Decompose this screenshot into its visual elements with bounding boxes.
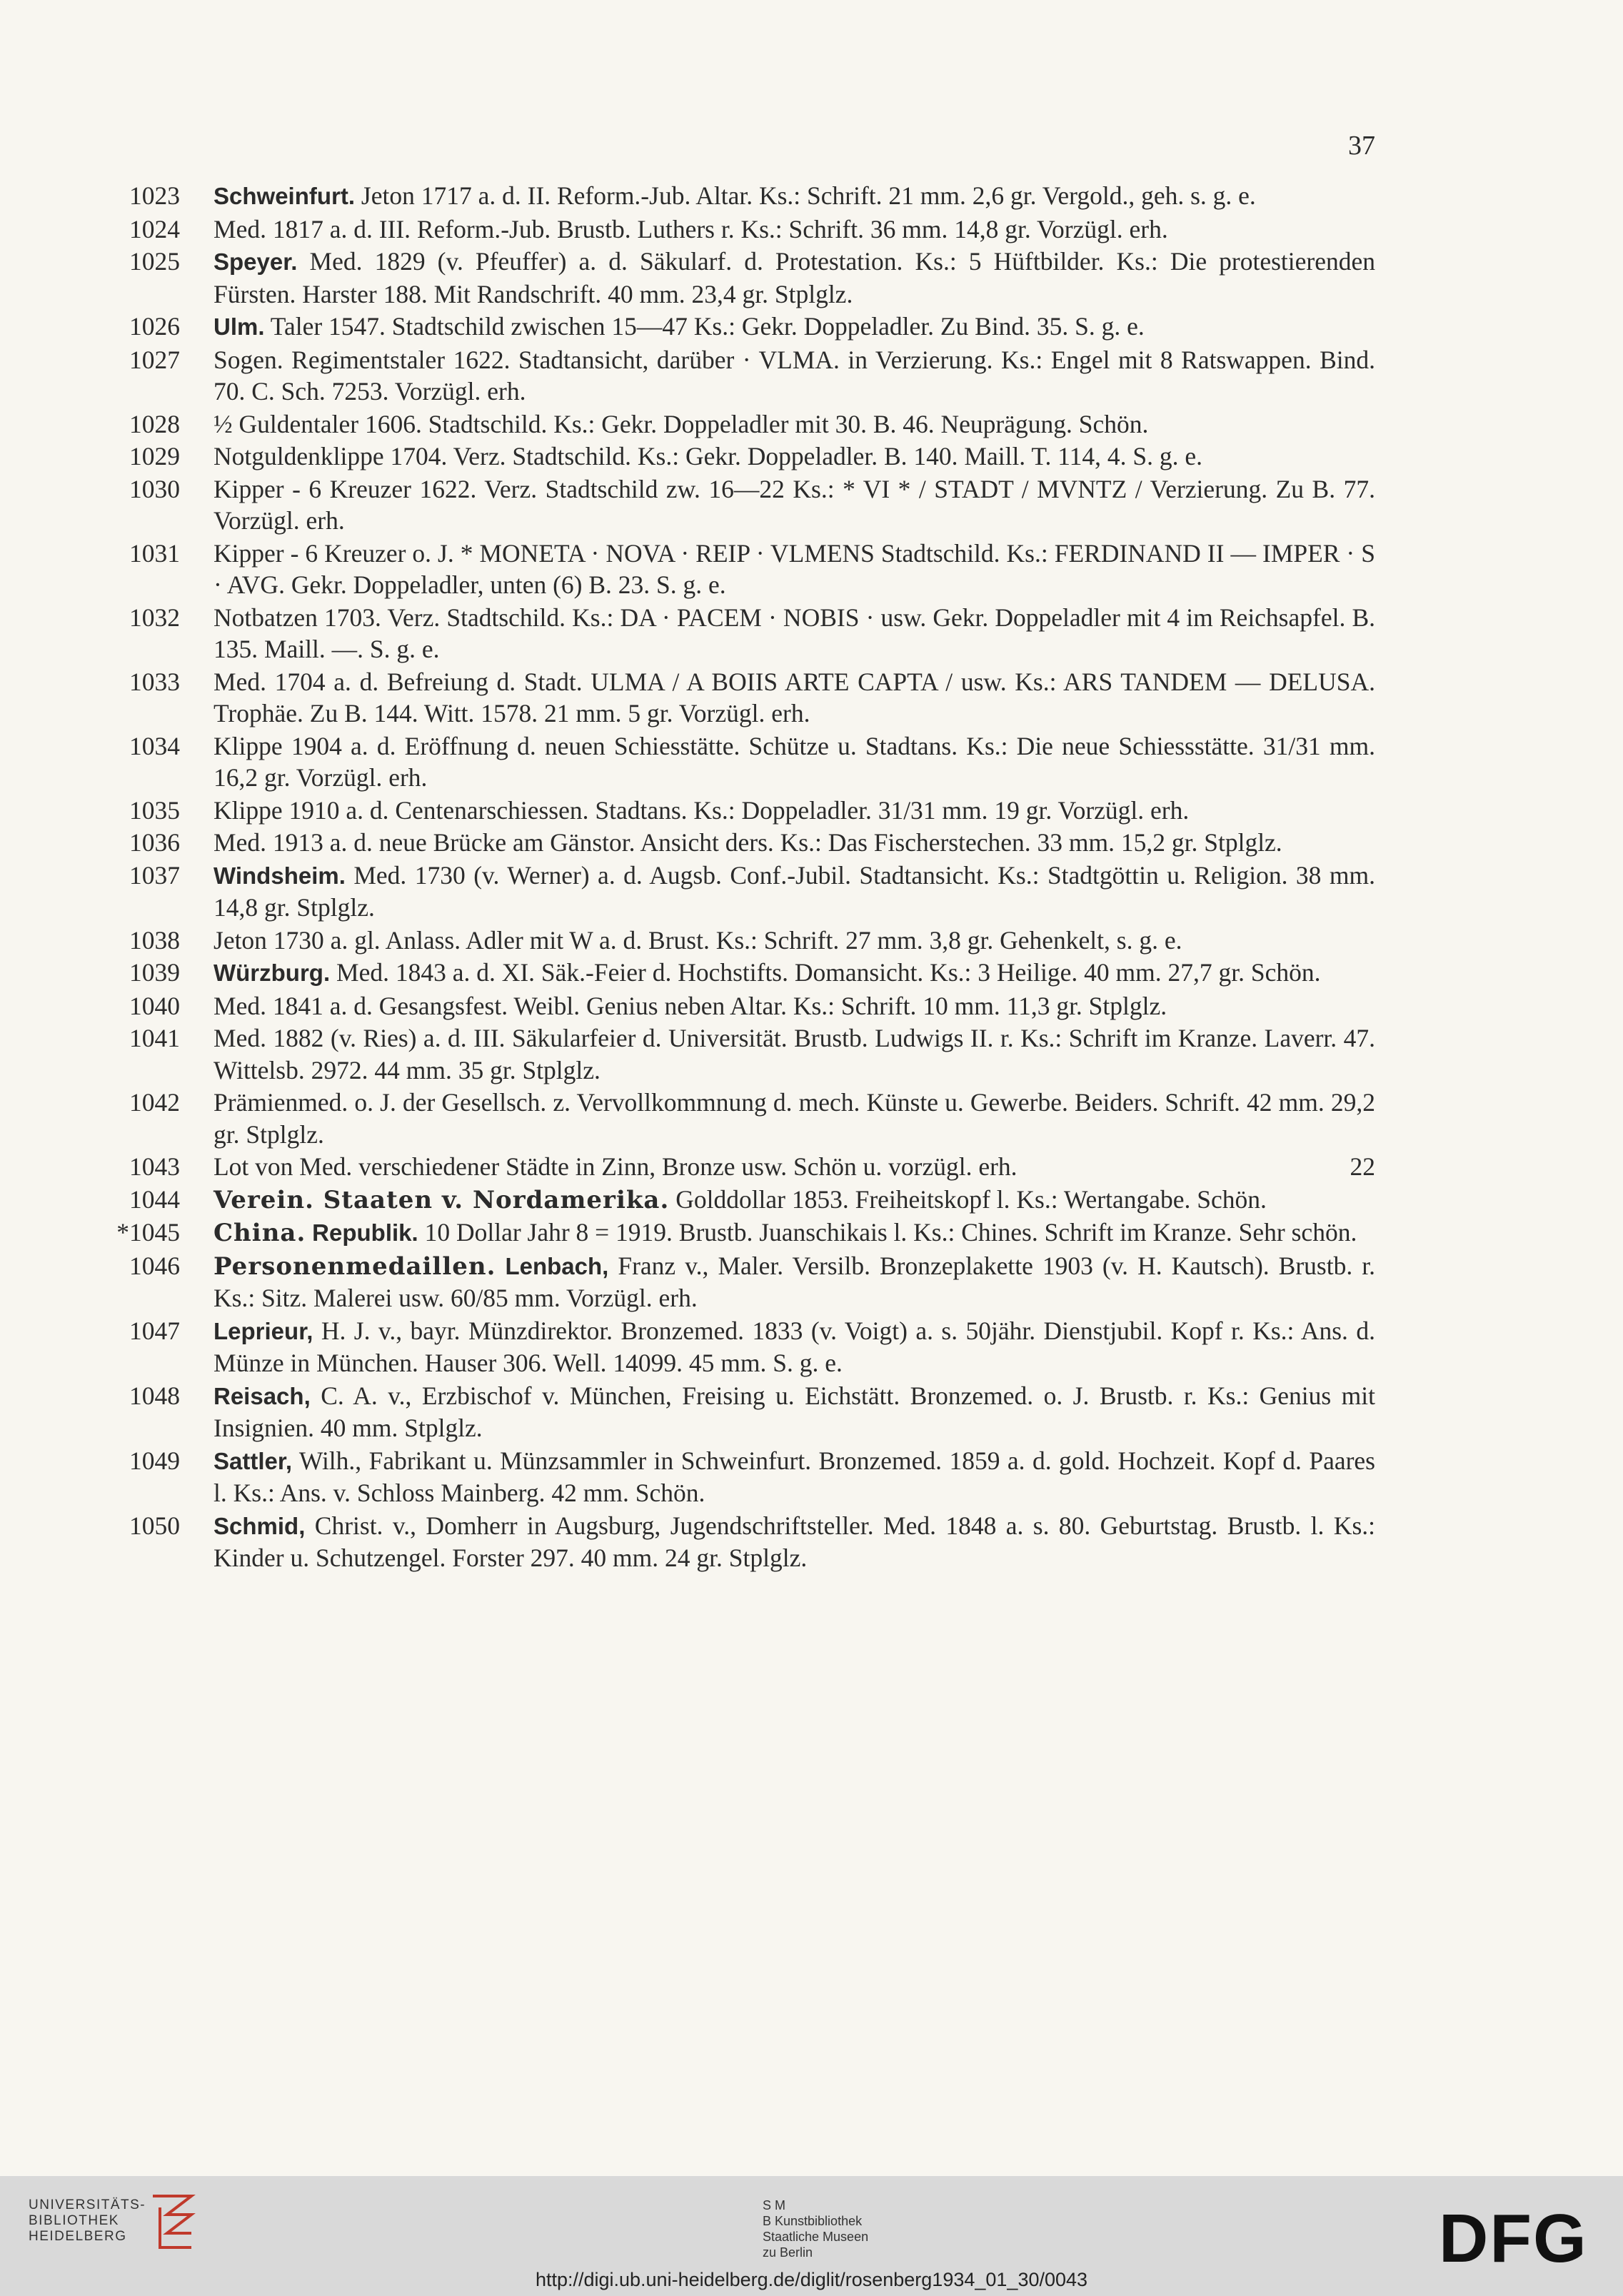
entry-text: Notguldenklippe 1704. Verz. Stadtschild. Ks.: Gekr. Doppeladler. B. 140. Maill. T. 114, 4. S. g. e. xyxy=(213,442,1203,470)
university-library-name[interactable]: UNIVERSITÄTS- BIBLIOTHEK HEIDELBERG xyxy=(29,2197,146,2244)
catalog-entry xyxy=(0,860,1375,924)
entry-heading: Verein. Staaten v. Nordamerika. xyxy=(213,1185,670,1214)
lot-number: 1050 xyxy=(129,1511,180,1540)
catalog-entry xyxy=(0,990,1375,1022)
entry-description xyxy=(213,666,1375,730)
entry-description xyxy=(213,440,1375,473)
viewer-footer xyxy=(0,2176,1623,2296)
catalog-entry xyxy=(0,1087,1375,1150)
entry-text: Taler 1547. Stadtschild zwischen 15—47 Ks.: Gekr. Doppeladler. Zu Bind. 35. S. g. e. xyxy=(270,312,1145,341)
entry-heading: Speyer. xyxy=(213,248,298,275)
lot-number: 1032 xyxy=(129,603,180,632)
entry-text: Med. 1882 (v. Ries) a. d. III. Säkularfeier d. Universität. Brustb. Ludwigs II. r. Ks.: Schrift im Kranze. Laverr. 47. Wittelsb. 2972. 44 mm. 35 gr. Stplglz. xyxy=(213,1024,1375,1084)
entry-text: Klippe 1910 a. d. Centenarschiessen. Stadtans. Ks.: Doppeladler. 31/31 mm. 19 gr. Vorzügl. erh. xyxy=(213,795,1190,825)
entry-text: Med. 1843 a. d. XI. Säk.-Feier d. Hochstifts. Domansicht. Ks.: 3 Heilige. 40 mm. 27,7 gr. Schön. xyxy=(336,958,1321,987)
lot-number: 1049 xyxy=(129,1446,180,1475)
entry-description xyxy=(213,180,1375,213)
lot-number: 1037 xyxy=(129,860,180,890)
catalog-entry xyxy=(0,1022,1375,1086)
entry-description xyxy=(213,1151,1375,1183)
entry-description xyxy=(213,1184,1375,1217)
entry-heading: Personenmedaillen. xyxy=(213,1252,496,1281)
entry-description xyxy=(213,795,1375,827)
entry-description xyxy=(213,730,1375,794)
catalog-entry xyxy=(0,180,1375,213)
page-number: 37 xyxy=(1348,131,1375,161)
entry-heading: Schmid, xyxy=(213,1512,306,1539)
entry-description xyxy=(213,1315,1375,1379)
entry-price: 22 xyxy=(1350,1152,1375,1181)
catalog-entries xyxy=(0,180,1623,1575)
entry-heading: Ulm. xyxy=(213,313,265,340)
lot-number: 1048 xyxy=(129,1381,180,1410)
catalog-entry xyxy=(0,925,1375,957)
entry-text: C. A. v., Erzbischof v. München, Freising u. Eichstätt. Bronzemed. o. J. Brustb. r. Ks.: Genius mit Insignien. 40 mm. Stplglz. xyxy=(213,1381,1376,1442)
entry-description xyxy=(213,1087,1375,1150)
catalog-entry xyxy=(0,1151,1375,1183)
dfg-logo[interactable]: DFG xyxy=(1439,2200,1588,2277)
entry-subheading: Lenbach, xyxy=(505,1252,609,1279)
entry-description xyxy=(213,1510,1375,1574)
entry-description xyxy=(213,1445,1375,1509)
catalog-entry xyxy=(0,795,1375,827)
lot-number: 1026 xyxy=(129,312,180,341)
entry-text: Med. 1817 a. d. III. Reform.-Jub. Brustb. Luthers r. Ks.: Schrift. 36 mm. 14,8 gr. Vorzügl. erh. xyxy=(213,214,1168,243)
catalog-entry xyxy=(0,827,1375,859)
entry-description xyxy=(213,860,1375,924)
catalog-entry xyxy=(0,602,1375,665)
lot-number: 1043 xyxy=(129,1152,180,1181)
entry-text: Kipper - 6 Kreuzer 1622. Verz. Stadtschild zw. 16—22 Ks.: * VI * / STADT / MVNTZ / Verzierung. Zu B. 77. Vorzügl. erh. xyxy=(213,474,1375,535)
lot-number: 1042 xyxy=(129,1088,180,1117)
catalog-entry xyxy=(0,1184,1375,1217)
lot-number: 1023 xyxy=(129,181,180,210)
entry-text: ½ Guldentaler 1606. Stadtschild. Ks.: Gekr. Doppeladler mit 30. B. 46. Neuprägung. Schön. xyxy=(213,409,1149,438)
entry-heading: Reisach, xyxy=(213,1382,311,1409)
catalog-entry xyxy=(0,1445,1375,1509)
entry-heading: Schweinfurt. xyxy=(213,183,356,209)
entry-text: Med. 1730 (v. Werner) a. d. Augsb. Conf.-Jubil. Stadtansicht. Ks.: Stadtgöttin u. Religion. 38 mm. 14,8 gr. Stplglz. xyxy=(213,860,1375,922)
catalog-entry xyxy=(0,1510,1375,1574)
entry-text: Franz v., Maler. Versilb. Bronzeplakette 1903 (v. H. Kautsch). Brustb. r. Ks.: Sitz. Malerei usw. 60/85 mm. Vorzügl. erh. xyxy=(213,1251,1375,1312)
lot-number: 1030 xyxy=(129,474,180,503)
entry-heading: China. xyxy=(213,1219,306,1247)
entry-description xyxy=(213,827,1375,859)
lot-number: 1027 xyxy=(129,345,180,374)
lot-number: 1036 xyxy=(129,828,180,857)
lot-number: 1040 xyxy=(129,991,180,1020)
entry-text: Notbatzen 1703. Verz. Stadtschild. Ks.: DA · PACEM · NOBIS · usw. Gekr. Doppeladler mit 4 im Reichsapfel. B. 135. Maill. —. S. g. e. xyxy=(213,603,1375,663)
entry-description xyxy=(213,408,1375,440)
entry-text: Jeton 1730 a. gl. Anlass. Adler mit W a. d. Brust. Ks.: Schrift. 27 mm. 3,8 gr. Gehenkelt, s. g. e. xyxy=(213,925,1182,955)
heidelberg-library-logo-icon[interactable] xyxy=(147,2193,197,2250)
entry-heading: Windsheim. xyxy=(213,862,346,889)
entry-description xyxy=(213,246,1375,310)
entry-description xyxy=(213,538,1375,601)
catalog-entry xyxy=(0,730,1375,794)
entry-text: 10 Dollar Jahr 8 = 1919. Brustb. Juanschikais l. Ks.: Chines. Schrift im Kranze. Sehr schön. xyxy=(424,1218,1357,1247)
entry-description xyxy=(213,925,1375,957)
lot-number: 1028 xyxy=(129,409,180,438)
entry-description xyxy=(213,473,1375,537)
entry-text: Golddollar 1853. Freiheitskopf l. Ks.: Wertangabe. Schön. xyxy=(675,1184,1267,1214)
catalog-entry xyxy=(0,311,1375,343)
lot-number: *1045 xyxy=(116,1218,180,1247)
entry-description xyxy=(213,1217,1375,1249)
entry-text: Med. 1829 (v. Pfeuffer) a. d. Säkularf. d. Protestation. Ks.: 5 Hüftbilder. Ks.: Die protestierenden Fürsten. Harster 188. Mit Randschrift. 40 mm. 23,4 gr. Stplglz. xyxy=(213,247,1376,308)
catalog-entry xyxy=(0,1217,1375,1249)
entry-heading: Leprieur, xyxy=(213,1317,313,1344)
entry-description xyxy=(213,213,1375,246)
entry-text: Med. 1841 a. d. Gesangsfest. Weibl. Genius neben Altar. Ks.: Schrift. 10 mm. 11,3 gr. Stplglz. xyxy=(213,991,1167,1020)
lot-number: 1029 xyxy=(129,442,180,470)
catalog-entry xyxy=(0,246,1375,310)
lot-number: 1046 xyxy=(129,1251,180,1280)
entry-text: Kipper - 6 Kreuzer o. J. * MONETA · NOVA · REIP · VLMENS Stadtschild. Ks.: FERDINAND II — IMPER · S · AVG. Gekr. Doppeladler, unten (6) B. 23. S. g. e. xyxy=(213,538,1375,599)
catalog-entry xyxy=(0,213,1375,246)
catalog-entry xyxy=(0,473,1375,537)
entry-text: H. J. v., bayr. Münzdirektor. Bronzemed. 1833 (v. Voigt) a. s. 50jähr. Dienstjubil. Kopf r. Ks.: Ans. d. Münze in München. Hauser 306. Well. 14099. 45 mm. S. g. e. xyxy=(213,1316,1375,1377)
lot-number: 1034 xyxy=(129,731,180,760)
entry-text: Lot von Med. verschiedener Städte in Zinn, Bronze usw. Schön u. vorzügl. erh. xyxy=(213,1152,1017,1181)
entry-heading: Würzburg. xyxy=(213,960,331,986)
entry-description xyxy=(213,344,1375,408)
entry-text: Klippe 1904 a. d. Eröffnung d. neuen Schiesstätte. Schütze u. Stadtans. Ks.: Die neue Schiessstätte. 31/31 mm. 16,2 gr. Vorzügl. erh. xyxy=(213,731,1375,792)
lot-number: 1044 xyxy=(129,1184,180,1214)
catalog-entry xyxy=(0,666,1375,730)
entry-description xyxy=(213,602,1375,665)
lot-number: 1041 xyxy=(129,1024,180,1052)
lot-number: 1033 xyxy=(129,667,180,696)
catalog-entry xyxy=(0,1380,1375,1444)
catalog-entry xyxy=(0,1315,1375,1379)
entry-text: Christ. v., Domherr in Augsburg, Jugendschriftsteller. Med. 1848 a. s. 80. Geburtstag. Brustb. l. Ks.: Kinder u. Schutzengel. Forster 297. 40 mm. 24 gr. Stplglz. xyxy=(213,1511,1375,1572)
catalog-entry xyxy=(0,440,1375,473)
lot-number: 1031 xyxy=(129,538,180,568)
lot-number: 1025 xyxy=(129,247,180,276)
lot-number: 1024 xyxy=(129,214,180,243)
catalog-entry xyxy=(0,957,1375,990)
entry-text: Wilh., Fabrikant u. Münzsammler in Schweinfurt. Bronzemed. 1859 a. d. gold. Hochzeit. Kopf d. Paares l. Ks.: Ans. v. Schloss Mainberg. 42 mm. Schön. xyxy=(213,1446,1375,1507)
entry-heading: Sattler, xyxy=(213,1447,293,1474)
catalog-entry xyxy=(0,1250,1375,1314)
lot-number: 1035 xyxy=(129,795,180,825)
catalog-entry xyxy=(0,408,1375,440)
entry-text: Sogen. Regimentstaler 1622. Stadtansicht, darüber · VLMA. in Verzierung. Ks.: Engel mit 8 Ratswappen. Bind. 70. C. Sch. 7253. Vorzügl. erh. xyxy=(213,345,1375,406)
entry-text: Jeton 1717 a. d. II. Reform.-Jub. Altar. Ks.: Schrift. 21 mm. 2,6 gr. Vergold., geh. s. g. e. xyxy=(361,181,1256,210)
lot-number: 1038 xyxy=(129,925,180,955)
permalink-url[interactable]: http://digi.ub.uni-heidelberg.de/diglit/rosenberg1934_01_30/0043 xyxy=(535,2269,1088,2290)
holding-institution: S M B Kunstbibliothek Staatliche Museen zu Berlin xyxy=(763,2198,869,2260)
entry-text: Prämienmed. o. J. der Gesellsch. z. Vervollkommnung d. mech. Künste u. Gewerbe. Beiders. Schrift. 42 mm. 29,2 gr. Stplglz. xyxy=(213,1088,1375,1149)
entry-text: Med. 1913 a. d. neue Brücke am Gänstor. Ansicht ders. Ks.: Das Fischerstechen. 33 mm. 15,2 gr. Stplglz. xyxy=(213,828,1282,857)
entry-text: Med. 1704 a. d. Befreiung d. Stadt. ULMA / A BOIIS ARTE CAPTA / usw. Ks.: ARS TANDEM — DELUSA. Trophäe. Zu B. 144. Witt. 1578. 21 mm. 5 gr. Vorzügl. erh. xyxy=(213,667,1375,727)
entry-description xyxy=(213,957,1375,990)
entry-description xyxy=(213,990,1375,1022)
entry-description xyxy=(213,1250,1375,1314)
lot-number: 1047 xyxy=(129,1316,180,1345)
catalog-entry xyxy=(0,344,1375,408)
entry-description xyxy=(213,1380,1375,1444)
entry-subheading: Republik. xyxy=(312,1219,418,1246)
entry-description xyxy=(213,1022,1375,1086)
lot-number: 1039 xyxy=(129,958,180,987)
catalog-entry xyxy=(0,538,1375,601)
entry-description xyxy=(213,311,1375,343)
